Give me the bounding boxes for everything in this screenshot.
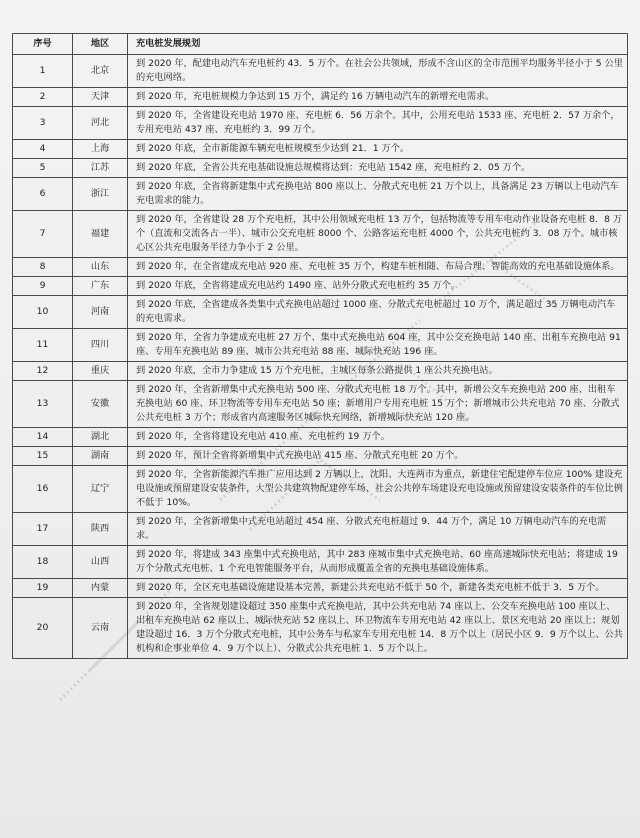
row-number: 12 [13,362,73,381]
row-plan: 到 2020 年底，全省公共充电基础设施总规模将达到：充电站 1542 座，充电桩约 2．05 万个。 [128,159,628,178]
row-plan: 到 2020 年，配建电动汽车充电桩约 43．5 万个。在社会公共领域，形成不含山区的全市范围平均服务半径小于 5 公里的充电网络。 [128,55,628,88]
row-region: 湖南 [73,447,128,466]
table-row [13,579,628,598]
row-region: 广东 [73,277,128,296]
charging-plan-table [12,33,628,659]
table-row [13,546,628,579]
row-region: 内蒙 [73,579,128,598]
row-number: 18 [13,546,73,579]
table-row [13,159,628,178]
row-region: 云南 [73,598,128,659]
row-number: 2 [13,88,73,107]
table-row [13,329,628,362]
row-number: 3 [13,107,73,140]
table-row [13,362,628,381]
row-number: 14 [13,428,73,447]
row-plan: 到 2020 年，充电桩规模力争达到 15 万个，满足约 16 万辆电动汽车的新增充电需求。 [128,88,628,107]
table-row [13,88,628,107]
table-row [13,598,628,659]
row-plan: 到 2020 年，在全省建成充电站 920 座、充电桩 35 万个，构建车桩相随、布局合理、智能高效的充电基础设施体系。 [128,258,628,277]
row-region: 上海 [73,140,128,159]
row-number: 9 [13,277,73,296]
table-row [13,107,628,140]
table-row [13,466,628,513]
row-region: 天津 [73,88,128,107]
header-region: 地区 [73,34,128,55]
row-plan: 到 2020 年底，全省将建成充电站约 1490 座、站外分散式充电桩约 35 万个。 [128,277,628,296]
row-plan: 到 2020 年，全省新能源汽车推广应用达到 2 万辆以上，沈阳、大连两市为重点，新建住宅配建停车位应 100% 建设充电设施或预留建设安装条件，大型公共建筑物配建停车场、社会公共停车场建设充电设施或预留建设安装条件的车位比例不低于 10%。 [128,466,628,513]
row-region: 重庆 [73,362,128,381]
row-number: 8 [13,258,73,277]
row-region: 陕西 [73,513,128,546]
header-plan: 充电桩发展规划 [128,34,628,55]
row-plan: 到 2020 年，全省将建设充电站 410 座、充电桩约 19 万个。 [128,428,628,447]
row-region: 山东 [73,258,128,277]
table-row [13,211,628,258]
row-number: 6 [13,178,73,211]
row-number: 4 [13,140,73,159]
table-row [13,140,628,159]
table-row [13,447,628,466]
row-region: 四川 [73,329,128,362]
row-plan: 到 2020 年，预计全省将新增集中式充换电站 415 座、分散式充电桩 20 万个。 [128,447,628,466]
table-row [13,277,628,296]
row-plan: 到 2020 年，全区充电基础设施建设基本完善，新建公共充电站不低于 50 个，新建各类充电桩不低于 3．5 万个。 [128,579,628,598]
row-region: 辽宁 [73,466,128,513]
table-row [13,513,628,546]
row-plan: 到 2020 年，全省建设充电站 1970 座、充电桩 6．56 万余个。其中，公用充电站 1533 座、充电桩 2．57 万余个，专用充电站 437 座、充电桩约 3．99 万个。 [128,107,628,140]
row-plan: 到 2020 年底，全市力争建成 15 万个充电桩，主城区每条公路提供 1 座公共充换电站。 [128,362,628,381]
row-plan: 到 2020 年，将建成 343 座集中式充换电站，其中 283 座城市集中式充换电站、60 座高速城际快充电站；将建成 19 万个分散式充电桩、1 个充电智能服务平台，从而形成覆盖全省的充换电基础设施体系。 [128,546,628,579]
header-no: 序号 [13,34,73,55]
row-number: 15 [13,447,73,466]
table-header-row [13,34,628,55]
row-region: 湖北 [73,428,128,447]
table-row [13,258,628,277]
row-region: 北京 [73,55,128,88]
row-number: 10 [13,296,73,329]
row-number: 19 [13,579,73,598]
row-region: 安徽 [73,381,128,428]
row-plan: 到 2020 年，全省力争建成充电桩 27 万个、集中式充换电站 604 座，其中公交充换电站 140 座、出租车充换电站 91 座、专用车充换电站 89 座、城市公共充电站 88 座、城际快充站 196 座。 [128,329,628,362]
table-row [13,296,628,329]
row-number: 5 [13,159,73,178]
table-row [13,381,628,428]
row-plan: 到 2020 年，全省建设 28 万个充电桩，其中公用领域充电桩 13 万个，包括物流等专用车电动作业设备充电桩 8．8 万个（直流和交流各占一半）、城市公交充电桩 8000 个、公路客运充电桩 4000 个，公共充电桩约 3．08 万个。城市核心区公共充电服务半径力争小于 2 公里。 [128,211,628,258]
row-number: 7 [13,211,73,258]
row-number: 1 [13,55,73,88]
row-region: 浙江 [73,178,128,211]
row-region: 河北 [73,107,128,140]
table-body [13,55,628,659]
table-row [13,428,628,447]
row-plan: 到 2020 年，全省新增集中式充换电站 500 座、分散式充电桩 18 万个。其中，新增公交车充换电站 200 座、出租车充换电站 60 座、环卫物流等专用车充电站 50 座；新增用户专用充电桩 15 万个；新增城市公共充电站 70 座、分散式公共充电桩 3 万个；形成省内高速服务区城际快充网络，新增城际快充站 120 座。 [128,381,628,428]
row-number: 11 [13,329,73,362]
row-plan: 到 2020 年底，全省建成各类集中式充换电站超过 1000 座、分散式充电桩超过 10 万个，满足超过 35 万辆电动汽车的充电需求。 [128,296,628,329]
row-plan: 到 2020 年底，全市新能源车辆充电桩规模至少达到 21．1 万个。 [128,140,628,159]
row-number: 16 [13,466,73,513]
row-region: 江苏 [73,159,128,178]
row-region: 河南 [73,296,128,329]
row-plan: 到 2020 年，全省规划建设超过 350 座集中式充换电站，其中公共充电站 74 座以上、公交车充换电站 100 座以上、出租车充换电站 62 座以上、城际快充站 52 座以上、环卫物流车专用充电站 42 座以上、景区充电站 20 座以上；规划建设超过 16．3 万个分散式充电桩，其中公务车与私家车专用充电桩 14．8 万个以上（居民小区 9．9 万个以上、公共机构和企事业单位 4．9 万个以上）、分散式公共充电桩 1．5 万个以上。 [128,598,628,659]
row-number: 20 [13,598,73,659]
row-region: 山西 [73,546,128,579]
row-plan: 到 2020 年，全省新增集中式充电站超过 454 座、分散式充电桩超过 9．44 万个，满足 10 万辆电动汽车的充电需求。 [128,513,628,546]
row-region: 福建 [73,211,128,258]
row-number: 13 [13,381,73,428]
table-row [13,55,628,88]
row-plan: 到 2020 年底，全省将新建集中式充换电站 800 座以上、分散式充电桩 21 万个以上，具备满足 23 万辆以上电动汽车充电需求的能力。 [128,178,628,211]
row-number: 17 [13,513,73,546]
table-row [13,178,628,211]
